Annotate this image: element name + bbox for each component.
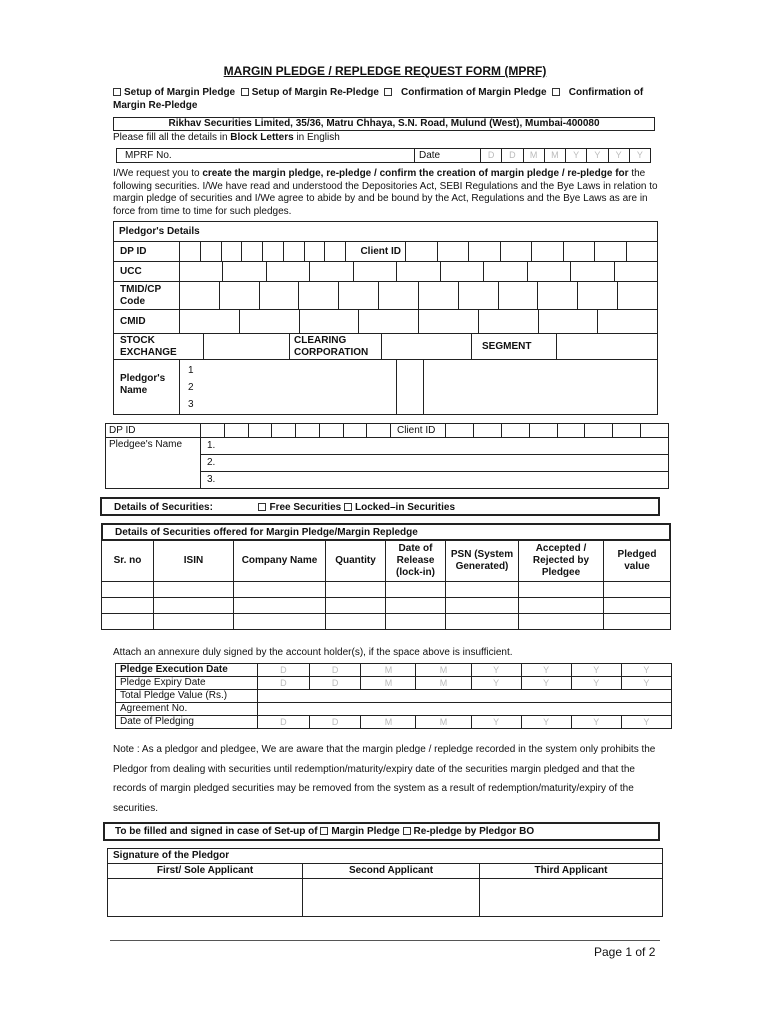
mprf-row <box>116 148 651 163</box>
signature-section <box>107 848 663 917</box>
client-id-cell[interactable] <box>564 242 596 261</box>
dp-id-cell[interactable] <box>305 242 326 261</box>
setup-pledge-box-checkbox[interactable] <box>320 827 328 835</box>
date-row <box>116 703 672 716</box>
date-digit-cell[interactable]: Y <box>471 664 521 677</box>
address-box: Rikhav Securities Limited, 35/36, Matru Chhaya, S.N. Road, Mulund (West), Mumbai-400080 <box>113 117 655 131</box>
request-p1: I/We request you to <box>113 168 200 179</box>
table-row[interactable] <box>102 614 671 630</box>
ucc-cell[interactable] <box>397 262 440 281</box>
date-digit-cell[interactable]: Y <box>609 149 630 162</box>
confirm-repledge-checkbox[interactable] <box>552 88 560 96</box>
pledgee-client-input[interactable] <box>446 424 668 437</box>
confirm-pledge-label: Confirmation of Margin Pledge <box>401 87 547 98</box>
date-digit-cell[interactable]: Y <box>571 716 621 729</box>
date-digit-cell[interactable]: Y <box>521 716 571 729</box>
pledgee-name-row <box>106 438 668 488</box>
pledgee-client-cell[interactable] <box>641 424 668 437</box>
date-digit-cell[interactable]: M <box>524 149 545 162</box>
ucc-cell[interactable] <box>354 262 397 281</box>
date-digit-cell[interactable]: M <box>361 664 416 677</box>
date-digit-cell[interactable]: Y <box>521 664 571 677</box>
signature-first-label: First/ Sole Applicant <box>108 864 303 878</box>
date-row-label: Total Pledge Value (Rs.) <box>116 690 258 703</box>
clearing-corp-label: CLEARING CORPORATION <box>290 334 382 359</box>
setup-pledge-checkbox[interactable] <box>113 88 121 96</box>
cmid-cell[interactable] <box>180 310 240 333</box>
pledgee-dp-cell[interactable] <box>320 424 344 437</box>
cmid-label: CMID <box>114 310 180 333</box>
securities-table-wrap <box>101 523 671 630</box>
cmid-cell[interactable] <box>300 310 360 333</box>
ucc-input[interactable] <box>180 262 657 281</box>
signature-first-box[interactable] <box>108 879 303 916</box>
pledgee-client-cell[interactable] <box>502 424 530 437</box>
pledgor-details <box>113 221 658 415</box>
pledgor-dp-input[interactable] <box>180 242 346 261</box>
pledgee-dp-input[interactable] <box>201 424 391 437</box>
date-digit-cell[interactable]: D <box>481 149 502 162</box>
pledgor-name-label: Pledgor's Name <box>114 360 180 414</box>
pledgor-name-num-1: 1 <box>188 365 194 376</box>
exchange-row <box>114 334 657 360</box>
date-row-label: Date of Pledging <box>116 716 258 729</box>
pledgee-client-cell[interactable] <box>446 424 474 437</box>
date-row-input[interactable] <box>258 690 672 703</box>
securities-table-heading: Details of Securities offered for Margin Pledge/Margin Repledge <box>101 523 671 540</box>
date-digit-cell[interactable]: M <box>361 677 416 690</box>
pledgor-client-input[interactable] <box>406 242 657 261</box>
ucc-cell[interactable] <box>528 262 571 281</box>
column-header: Pledged value <box>604 541 671 582</box>
tmid-cell[interactable] <box>299 282 339 309</box>
securities-type-box <box>100 497 660 516</box>
free-securities-checkbox[interactable] <box>258 503 266 511</box>
date-digit-cell[interactable]: Y <box>587 149 608 162</box>
signature-heading: Signature of the Pledgor <box>113 850 230 861</box>
date-row <box>116 677 672 690</box>
pledgee-client-cell[interactable] <box>613 424 641 437</box>
date-digit-cell[interactable]: D <box>309 664 361 677</box>
cmid-cell[interactable] <box>359 310 419 333</box>
pledgee-dp-cell[interactable] <box>225 424 249 437</box>
tmid-cell[interactable] <box>499 282 539 309</box>
dp-id-cell[interactable] <box>325 242 345 261</box>
tmid-label: TMID/CP Code <box>114 282 180 309</box>
tmid-cell[interactable] <box>578 282 618 309</box>
pledgee-dp-cell[interactable] <box>344 424 368 437</box>
clearing-corp-input[interactable] <box>382 334 472 359</box>
date-digit-cell[interactable]: Y <box>636 150 643 160</box>
ucc-cell[interactable] <box>484 262 527 281</box>
dp-id-cell[interactable] <box>180 242 201 261</box>
pledgor-dp-row <box>114 242 657 262</box>
date-input[interactable] <box>481 149 650 162</box>
footer-divider <box>110 940 660 941</box>
locked-securities-checkbox[interactable] <box>344 503 352 511</box>
pledgee-name-1: 1. <box>201 438 668 455</box>
dp-id-cell[interactable] <box>201 242 222 261</box>
tmid-cell[interactable] <box>538 282 578 309</box>
cmid-cell[interactable] <box>598 310 657 333</box>
setup-repledge-box-label: Re-pledge by Pledgor BO <box>413 826 535 837</box>
date-digit-cell[interactable]: M <box>416 664 471 677</box>
pledgor-name-input[interactable] <box>180 360 397 414</box>
date-digit-cell[interactable]: M <box>545 149 566 162</box>
pledgee-dp-cell[interactable] <box>367 424 390 437</box>
date-row <box>116 690 672 703</box>
securities-table-header <box>102 541 671 582</box>
date-row <box>116 664 672 677</box>
setup-prefix: To be filled and signed in case of Set-up of <box>115 826 318 837</box>
pledgee-name-2: 2. <box>201 455 668 472</box>
tmid-input[interactable] <box>180 282 657 309</box>
signature-third-label: Third Applicant <box>534 865 608 876</box>
pledgee-client-cell[interactable] <box>530 424 558 437</box>
pledgee-dp-cell[interactable] <box>201 424 225 437</box>
pledgor-name-spacer <box>397 360 424 414</box>
tmid-row <box>114 282 657 310</box>
date-digit-cell[interactable]: Y <box>621 677 671 690</box>
date-digit-cell[interactable]: Y <box>471 716 521 729</box>
date-row-input[interactable] <box>258 703 672 716</box>
cmid-cell[interactable] <box>419 310 479 333</box>
date-digit-cell[interactable]: Y <box>571 664 621 677</box>
pledgor-name-num-2: 2 <box>188 382 194 393</box>
signature-second-label: Second Applicant <box>303 864 480 878</box>
mprf-label: MPRF No. <box>117 149 415 162</box>
dp-id-cell[interactable] <box>242 242 263 261</box>
segment-input[interactable] <box>557 334 657 359</box>
pledgee-dp-cell[interactable] <box>272 424 296 437</box>
pledgor-heading: Pledgor's Details <box>114 222 657 242</box>
tmid-cell[interactable] <box>220 282 260 309</box>
date-row-label: Pledge Execution Date <box>116 664 258 677</box>
ucc-cell[interactable] <box>441 262 484 281</box>
instruction-suffix: in English <box>296 132 340 143</box>
setup-repledge-label: Setup of Margin Re-Pledge <box>251 87 379 98</box>
date-row-label: Pledge Expiry Date <box>116 677 258 690</box>
client-id-cell[interactable] <box>406 242 438 261</box>
setup-pledge-label: Setup of Margin Pledge <box>124 87 236 98</box>
column-header: Company Name <box>234 541 326 582</box>
table-row[interactable] <box>102 598 671 614</box>
segment-label: SEGMENT <box>472 334 557 359</box>
pledgee-name-label: Pledgee's Name <box>106 438 201 488</box>
dates-table <box>115 663 672 729</box>
cmid-row <box>114 310 657 334</box>
pledgee-details <box>105 423 669 489</box>
tmid-cell[interactable] <box>459 282 499 309</box>
ucc-cell[interactable] <box>571 262 614 281</box>
date-row <box>116 716 672 729</box>
setup-pledge-box-label: Margin Pledge <box>331 826 400 837</box>
date-digit-cell[interactable]: D <box>258 716 310 729</box>
signature-second-box[interactable] <box>303 879 480 916</box>
column-header: Date of Release (lock-in) <box>386 541 446 582</box>
locked-securities-label: Locked–in Securities <box>354 502 456 513</box>
pledgee-dp-label: DP ID <box>106 424 201 437</box>
stock-exchange-label: STOCK EXCHANGE <box>114 334 204 359</box>
pledgee-dp-row <box>106 424 668 438</box>
setup-repledge-checkbox[interactable] <box>241 88 249 96</box>
date-digit-cell[interactable]: D <box>258 677 310 690</box>
date-digit-cell[interactable]: D <box>309 677 361 690</box>
date-digit-cell[interactable]: D <box>502 149 523 162</box>
request-p2: the following securities. I/We have read and understood the Depositories Act, SEBI Regulations and the Bye Laws in relation to margin pledge of securities and I/We agree to abide by and be bound by the Act, Regulations and the Bye Laws as are in force from time to time for such pledges. <box>113 168 658 217</box>
pledgee-dp-cell[interactable] <box>249 424 273 437</box>
pledgee-client-label: Client ID <box>391 424 446 437</box>
tmid-cell[interactable] <box>260 282 300 309</box>
pledgor-client-label: Client ID <box>346 242 406 261</box>
dp-id-cell[interactable] <box>284 242 305 261</box>
client-id-cell[interactable] <box>532 242 564 261</box>
client-id-cell[interactable] <box>627 242 658 261</box>
pledgor-name-num-3: 3 <box>188 399 194 410</box>
signature-header-row <box>108 863 662 878</box>
form-title: MARGIN PLEDGE / REPLEDGE REQUEST FORM (MPRF) <box>223 64 547 78</box>
confirm-repledge-label: Confirmation of Margin Re-Pledge <box>113 87 644 111</box>
column-header: Sr. no <box>102 541 154 582</box>
pledgee-name-3: 3. <box>207 474 216 485</box>
request-p2-bold: for <box>615 168 629 179</box>
cmid-input[interactable] <box>180 310 657 333</box>
column-header: Accepted / Rejected by Pledgee <box>519 541 604 582</box>
request-p1-bold: create the margin pledge, re-pledge / confirm the creation of margin pledge / re-pledge <box>202 168 613 179</box>
pledgee-client-cell[interactable] <box>558 424 586 437</box>
confirm-pledge-checkbox[interactable] <box>384 88 392 96</box>
tmid-cell[interactable] <box>419 282 459 309</box>
request-paragraph <box>113 168 663 218</box>
client-id-cell[interactable] <box>438 242 470 261</box>
pledgee-client-cell[interactable] <box>585 424 613 437</box>
date-digit-cell[interactable]: Y <box>621 716 671 729</box>
tmid-cell[interactable] <box>339 282 379 309</box>
column-header: PSN (System Generated) <box>446 541 519 582</box>
ucc-cell[interactable] <box>180 262 223 281</box>
pledgee-client-cell[interactable] <box>474 424 502 437</box>
date-digit-cell[interactable]: Y <box>566 149 587 162</box>
ucc-cell[interactable] <box>267 262 310 281</box>
stock-exchange-input[interactable] <box>204 334 290 359</box>
date-digit-cell[interactable]: D <box>309 716 361 729</box>
instruction <box>113 132 340 143</box>
pledgee-dp-cell[interactable] <box>296 424 320 437</box>
ucc-cell[interactable] <box>310 262 353 281</box>
cmid-cell[interactable] <box>240 310 300 333</box>
signature-box-row <box>108 878 662 916</box>
signature-third-box[interactable] <box>480 879 662 916</box>
cmid-cell[interactable] <box>479 310 539 333</box>
client-id-cell[interactable] <box>595 242 627 261</box>
setup-box <box>103 822 660 841</box>
date-row-label: Agreement No. <box>116 703 258 716</box>
securities-type-label: Details of Securities: <box>114 502 213 513</box>
securities-table <box>101 540 671 630</box>
ucc-cell[interactable] <box>615 262 657 281</box>
date-digit-cell[interactable]: M <box>361 716 416 729</box>
tmid-cell[interactable] <box>180 282 220 309</box>
ucc-cell[interactable] <box>223 262 266 281</box>
pledgor-dp-label: DP ID <box>114 242 180 261</box>
column-header: ISIN <box>154 541 234 582</box>
tmid-cell[interactable] <box>379 282 419 309</box>
instruction-prefix: Please fill all the details in <box>113 132 228 143</box>
date-digit-cell[interactable]: Y <box>471 677 521 690</box>
free-securities-label: Free Securities <box>269 502 342 513</box>
table-row[interactable] <box>102 582 671 598</box>
date-digit-cell[interactable]: Y <box>521 677 571 690</box>
cmid-cell[interactable] <box>539 310 599 333</box>
pledgor-name-extra[interactable] <box>424 360 657 414</box>
date-digit-cell[interactable]: M <box>416 716 471 729</box>
client-id-cell[interactable] <box>501 242 533 261</box>
request-type-options <box>113 86 673 112</box>
annexure-note: Attach an annexure duly signed by the account holder(s), if the space above is insufficient. <box>113 647 513 658</box>
note-paragraph: Note : As a pledgor and pledgee, We are aware that the margin pledge / repledge recorded in the system only prohibits the Pledgor from dealing with securities until redemption/maturity/expiry date of the securities margin pledged and that the records of margin pledged securities may be removed from the system as a result of redemption/maturity/expiry of the securities. <box>113 744 656 814</box>
pledgee-name-inputs[interactable] <box>201 438 668 488</box>
dp-id-cell[interactable] <box>222 242 243 261</box>
ucc-row <box>114 262 657 282</box>
dp-id-cell[interactable] <box>263 242 284 261</box>
date-digit-cell[interactable]: M <box>416 677 471 690</box>
column-header: Quantity <box>326 541 386 582</box>
pledgor-name-row <box>114 360 657 414</box>
tmid-cell[interactable] <box>618 282 657 309</box>
client-id-cell[interactable] <box>469 242 501 261</box>
date-label: Date <box>415 149 481 162</box>
date-digit-cell[interactable]: Y <box>621 664 671 677</box>
date-digit-cell[interactable]: Y <box>571 677 621 690</box>
date-digit-cell[interactable]: D <box>258 664 310 677</box>
page-number: Page 1 of 2 <box>594 945 656 959</box>
setup-repledge-box-checkbox[interactable] <box>403 827 411 835</box>
ucc-label: UCC <box>114 262 180 281</box>
instruction-bold: Block Letters <box>230 132 294 143</box>
